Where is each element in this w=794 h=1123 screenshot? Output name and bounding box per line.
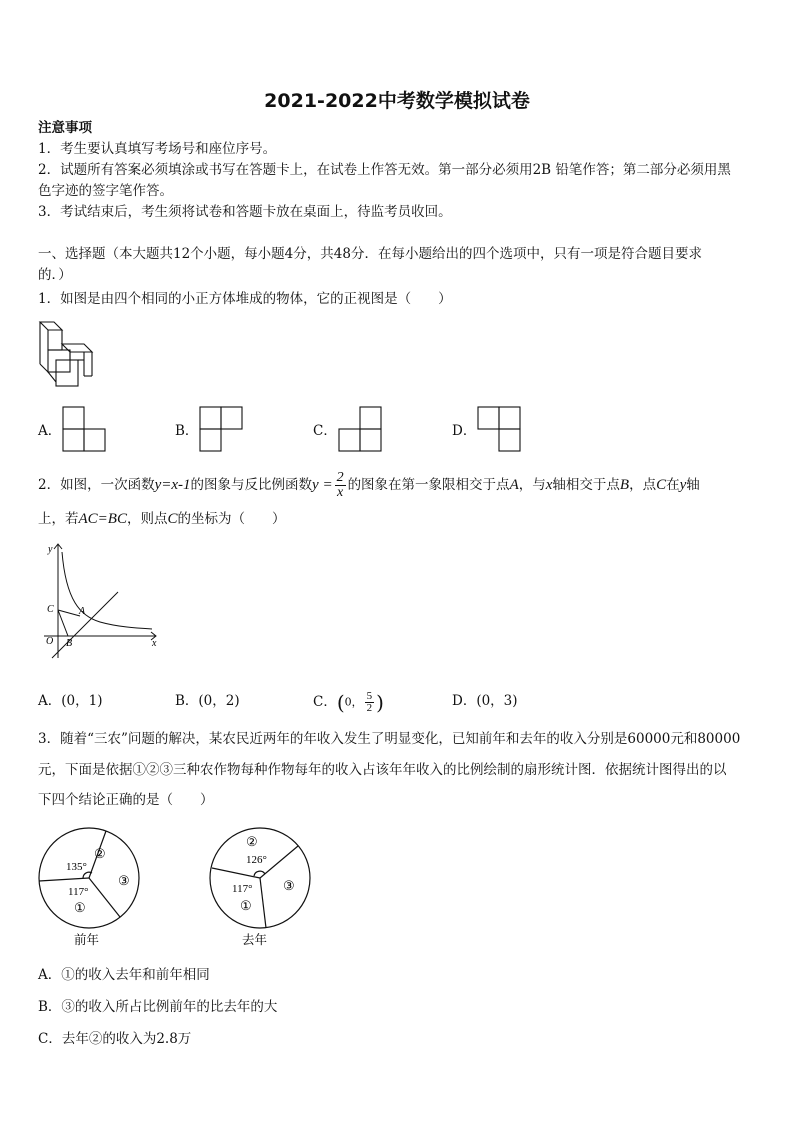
question-2-stem: 2．如图，一次函数y=x-1的图象与反比例函数y = $\frac{2}{x}$ 的图象在第一象限相交于点A，与x轴相交于点B，点C在y轴 [38,470,700,500]
notice-item-2: 2．试题所有答案必须填涂或书写在答题卡上，在试卷上作答无效。第一部分必须用2B 铅笔作答；第二部分必须用黑 [38,162,731,178]
graph-label-y: y [48,544,53,555]
q1-option-b[interactable]: B． [175,423,199,439]
q1-option-c-figure [338,406,382,452]
question-2-stem-cont: 上，若AC=BC，则点C的坐标为（ ） [38,511,286,527]
graph-label-x: x [152,638,157,649]
pie-right-label-2: ② [246,834,258,849]
page-title: 2021-2022中考数学模拟试卷 [264,90,530,112]
pie-left-angle-117: 117° [68,886,89,898]
q1-option-b-figure [199,406,243,452]
notice-item-1: 1．考生要认真填写考场号和座位序号。 [38,141,277,157]
q1-option-a[interactable]: A． [38,423,62,439]
pie-left-label-3: ③ [118,873,130,888]
notice-heading: 注意事项 [38,120,92,136]
question-3-stem-cont: 元，下面是依据①②③三种农作物每种作物每年的收入占该年年收入的比例绘制的扇形统计图．依据统计图得出的以 [38,762,727,778]
fraction-2-over-x: $\frac{2}{x}$ [336,470,344,500]
graph-label-o: O [46,636,54,647]
pie-right-label-3: ③ [283,878,295,893]
pie-left-label-1: ① [74,900,86,915]
pie-right-angle-117: 117° [232,883,253,895]
q2-option-a[interactable]: A．(0，1) [38,693,103,709]
pie-left-angle-135: 135° [66,861,87,873]
graph-label-c: C [47,604,54,615]
pie-left-caption: 前年 [74,933,100,947]
q1-option-d-figure [477,406,521,452]
q1-option-d[interactable]: D． [452,423,477,439]
graph-label-b: B [66,638,73,649]
question-3-stem: 3．随着“三农”问题的解决，某农民近两年的年收入发生了明显变化，已知前年和去年的收入分别是60000元和80000 [38,731,741,747]
section-heading-cont: 的．） [38,267,72,283]
question-1-stem: 1．如图是由四个相同的小正方体堆成的物体，它的正视图是（ ） [38,291,452,307]
q1-option-c[interactable]: C． [313,423,337,439]
q2-option-b[interactable]: B．(0，2) [175,693,240,709]
notice-item-2-cont: 色字迹的签字笔作答。 [38,183,173,199]
q3-option-a[interactable]: A．①的收入去年和前年相同 [38,967,210,983]
pie-left-label-2: ② [94,846,106,861]
pie-right-label-1: ① [240,898,252,913]
q1-option-a-figure [62,406,106,452]
pie-right-angle-126: 126° [246,854,267,866]
pie-chart-last-year [208,826,318,952]
q3-option-b[interactable]: B．③的收入所占比例前年的比去年的大 [38,999,278,1015]
notice-item-3: 3．考试结束后，考生须将试卷和答题卡放在桌面上，待监考员收回。 [38,204,452,220]
q2-option-c[interactable]: C．(0， $\frac{5}{2}$ ) [313,690,384,715]
section-heading: 一、选择题（本大题共12个小题，每小题4分，共48分．在每小题给出的四个选项中，只有一项是符合题目要求 [38,246,702,262]
q2-option-d[interactable]: D．(0，3) [452,693,518,709]
cube-stack-figure [36,320,100,388]
function-graph-figure [40,540,164,664]
question-3-stem-cont-2: 下四个结论正确的是（ ） [38,792,214,808]
graph-label-a: A [79,606,86,617]
q3-option-c[interactable]: C．去年②的收入为2.8万 [38,1031,192,1047]
pie-chart-previous-year [36,826,146,952]
pie-right-caption: 去年 [242,933,268,947]
